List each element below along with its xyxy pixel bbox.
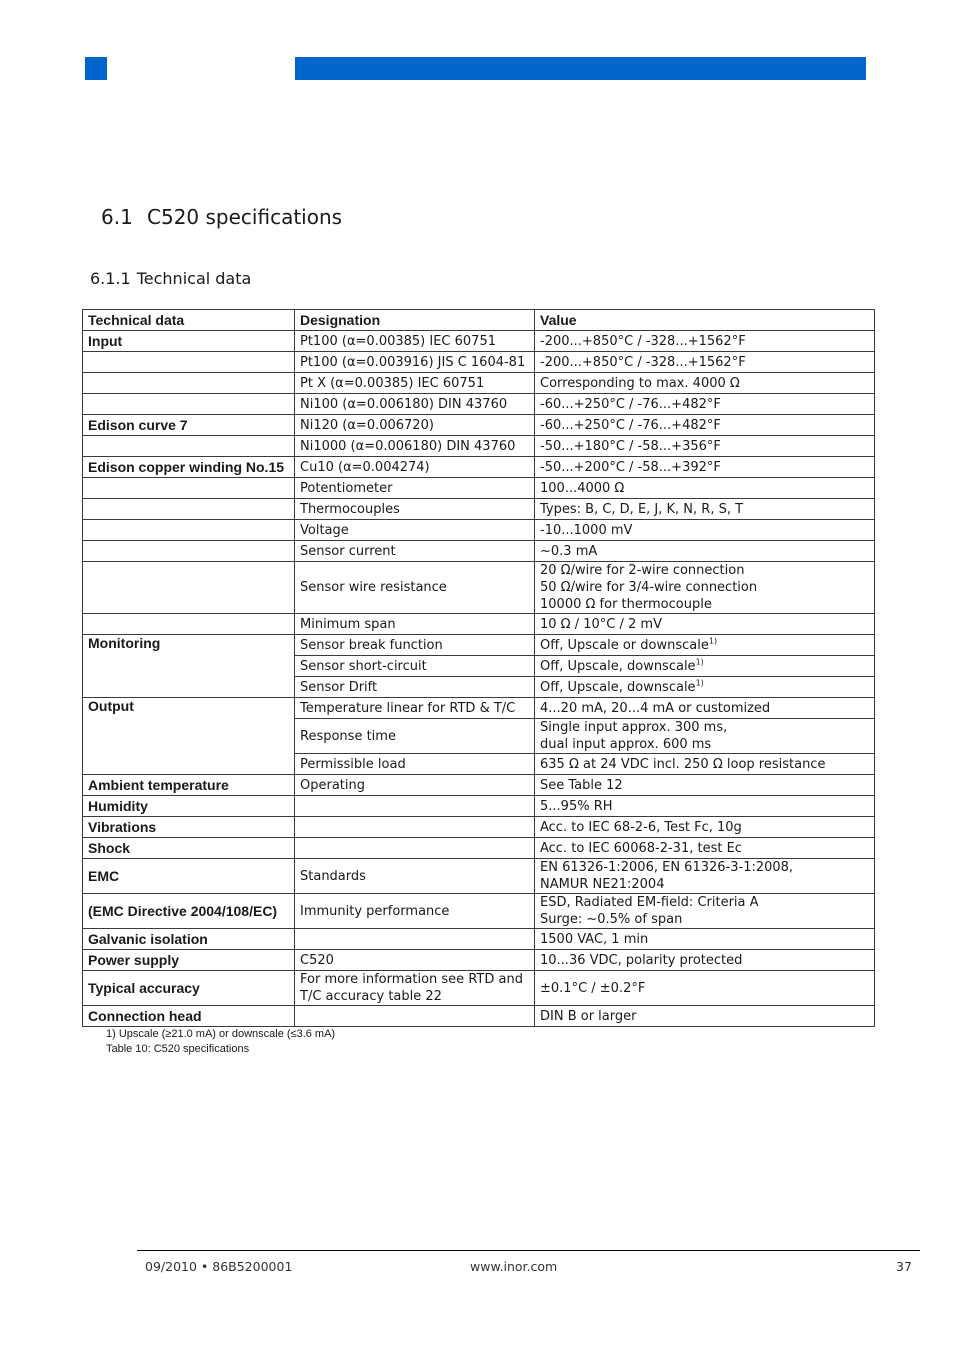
table-row (83, 894, 875, 929)
table-footnote: 1) Upscale (≥21.0 mA) or downscale (≤3.6 mA) (106, 1028, 336, 1040)
row-category (83, 562, 295, 614)
row-value: Corresponding to max. 4000 Ω (535, 373, 875, 394)
row-value: -10...1000 mV (535, 520, 875, 541)
row-category: Input (83, 331, 295, 352)
row-category: Typical accuracy (83, 971, 295, 1006)
row-designation (295, 838, 535, 859)
table-row (83, 971, 875, 1006)
table-row (83, 373, 875, 394)
row-category (83, 614, 295, 635)
row-value: -60...+250°C / -76...+482°F (535, 394, 875, 415)
row-category (83, 499, 295, 520)
header-value: Value (535, 310, 875, 331)
row-value (535, 859, 875, 894)
row-designation: Sensor break function (295, 635, 535, 656)
row-designation: Potentiometer (295, 478, 535, 499)
row-designation: Pt100 (α=0.00385) IEC 60751 (295, 331, 535, 352)
row-value: See Table 12 (535, 775, 875, 796)
table-row (83, 796, 875, 817)
row-category: Monitoring (83, 635, 295, 698)
row-category: Edison copper winding No.15 (83, 457, 295, 478)
table-caption: Table 10: C520 specifications (106, 1043, 250, 1055)
row-value: -60...+250°C / -76...+482°F (535, 415, 875, 436)
header-accent-square (85, 57, 107, 80)
row-category: Edison curve 7 (83, 415, 295, 436)
row-value: 1500 VAC, 1 min (535, 929, 875, 950)
row-category (83, 478, 295, 499)
row-value: ~0.3 mA (535, 541, 875, 562)
subsection-number: 6.1.1 (90, 269, 131, 288)
row-category (83, 373, 295, 394)
table-row (83, 775, 875, 796)
table-row (83, 331, 875, 352)
row-category (83, 520, 295, 541)
row-category: Vibrations (83, 817, 295, 838)
table-row (83, 352, 875, 373)
row-designation: Sensor short-circuit (295, 656, 535, 677)
row-value: DIN B or larger (535, 1006, 875, 1027)
row-designation: Pt X (α=0.00385) IEC 60751 (295, 373, 535, 394)
table-row (83, 929, 875, 950)
row-designation: Permissible load (295, 754, 535, 775)
row-designation (295, 796, 535, 817)
table-header-row (83, 310, 875, 331)
row-designation: Operating (295, 775, 535, 796)
row-value: Types: B, C, D, E, J, K, N, R, S, T (535, 499, 875, 520)
row-category (83, 541, 295, 562)
designation-line: For more information see RTD and (300, 972, 523, 987)
row-value: 10...36 VDC, polarity protected (535, 950, 875, 971)
row-category: Connection head (83, 1006, 295, 1027)
table-row (83, 394, 875, 415)
row-value: -50...+180°C / -58...+356°F (535, 436, 875, 457)
value-line: 10000 Ω for thermocouple (540, 597, 712, 612)
footer-website: www.inor.com (470, 1259, 558, 1274)
row-designation (295, 817, 535, 838)
header-designation: Designation (295, 310, 535, 331)
row-designation: Response time (295, 719, 535, 754)
row-category: Shock (83, 838, 295, 859)
footer-date-doc: 09/2010 • 86B5200001 (145, 1259, 293, 1274)
row-value: 10 Ω / 10°C / 2 mV (535, 614, 875, 635)
value-line: 20 Ω/wire for 2-wire connection (540, 563, 745, 578)
value-line: Surge: ~0.5% of span (540, 912, 683, 927)
row-designation: Ni1000 (α=0.006180) DIN 43760 (295, 436, 535, 457)
footer-page-number: 37 (896, 1259, 912, 1274)
section-title: C520 specifications (147, 205, 343, 229)
row-value (535, 562, 875, 614)
value-line: dual input approx. 600 ms (540, 737, 712, 752)
table-row (83, 436, 875, 457)
row-value (535, 719, 875, 754)
row-designation: Voltage (295, 520, 535, 541)
footnote-ref: 1) (695, 657, 704, 667)
table-row (83, 950, 875, 971)
row-category (83, 436, 295, 457)
designation-line: T/C accuracy table 22 (300, 989, 442, 1004)
table-row (83, 838, 875, 859)
row-designation: Ni100 (α=0.006180) DIN 43760 (295, 394, 535, 415)
row-value: Acc. to IEC 68-2-6, Test Fc, 10g (535, 817, 875, 838)
row-category: EMC (83, 859, 295, 894)
section-number: 6.1 (101, 205, 133, 229)
table-row (83, 562, 875, 614)
row-designation: Cu10 (α=0.004274) (295, 457, 535, 478)
row-category: Output (83, 698, 295, 775)
row-category: (EMC Directive 2004/108/EC) (83, 894, 295, 929)
value-line: NAMUR NE21:2004 (540, 877, 665, 892)
footer-divider (137, 1250, 920, 1251)
value-line: 50 Ω/wire for 3/4-wire connection (540, 580, 758, 595)
row-value: 635 Ω at 24 VDC incl. 250 Ω loop resistance (535, 754, 875, 775)
subsection-heading (90, 269, 251, 288)
row-value: -200...+850°C / -328...+1562°F (535, 331, 875, 352)
row-category (83, 352, 295, 373)
table-row (83, 1006, 875, 1027)
value-text: Off, Upscale or downscale (540, 637, 709, 653)
row-value: 4...20 mA, 20...4 mA or customized (535, 698, 875, 719)
row-designation: Minimum span (295, 614, 535, 635)
table-row (83, 478, 875, 499)
table-row (83, 415, 875, 436)
row-designation: Sensor Drift (295, 677, 535, 698)
row-designation: Immunity performance (295, 894, 535, 929)
table-row (83, 614, 875, 635)
row-category: Humidity (83, 796, 295, 817)
row-value: 100...4000 Ω (535, 478, 875, 499)
row-value (535, 635, 875, 656)
row-value: ±0.1°C / ±0.2°F (535, 971, 875, 1006)
row-value (535, 656, 875, 677)
row-designation: Pt100 (α=0.003916) JIS C 1604-81 (295, 352, 535, 373)
table-row (83, 817, 875, 838)
row-value: Acc. to IEC 60068-2-31, test Ec (535, 838, 875, 859)
value-text: Off, Upscale, downscale (540, 658, 696, 674)
row-value: -200...+850°C / -328...+1562°F (535, 352, 875, 373)
row-value (535, 894, 875, 929)
value-line: EN 61326-1:2006, EN 61326-3-1:2008, (540, 860, 794, 875)
row-category: Power supply (83, 950, 295, 971)
row-designation: C520 (295, 950, 535, 971)
table-row (83, 859, 875, 894)
header-accent-bar (295, 57, 866, 80)
row-value (535, 677, 875, 698)
row-designation: Ni120 (α=0.006720) (295, 415, 535, 436)
row-designation (295, 971, 535, 1006)
table-row (83, 635, 875, 656)
row-value: -50...+200°C / -58...+392°F (535, 457, 875, 478)
row-designation: Standards (295, 859, 535, 894)
row-designation: Sensor current (295, 541, 535, 562)
value-line: Single input approx. 300 ms, (540, 720, 728, 735)
value-text: Off, Upscale, downscale (540, 679, 696, 695)
row-category: Galvanic isolation (83, 929, 295, 950)
table-row (83, 499, 875, 520)
value-line: ESD, Radiated EM-field: Criteria A (540, 895, 759, 910)
table-row (83, 520, 875, 541)
spec-table (82, 309, 875, 1027)
row-category (83, 394, 295, 415)
row-category: Ambient temperature (83, 775, 295, 796)
table-row (83, 698, 875, 719)
subsection-title: Technical data (136, 269, 252, 288)
row-designation: Temperature linear for RTD & T/C (295, 698, 535, 719)
section-heading (101, 205, 342, 229)
row-designation (295, 929, 535, 950)
header-technical-data: Technical data (83, 310, 295, 331)
row-designation: Thermocouples (295, 499, 535, 520)
footnote-ref: 1) (708, 636, 718, 646)
table-row (83, 541, 875, 562)
row-designation: Sensor wire resistance (295, 562, 535, 614)
footnote-ref: 1) (695, 678, 704, 688)
table-row (83, 457, 875, 478)
row-value: 5...95% RH (535, 796, 875, 817)
row-designation (295, 1006, 535, 1027)
